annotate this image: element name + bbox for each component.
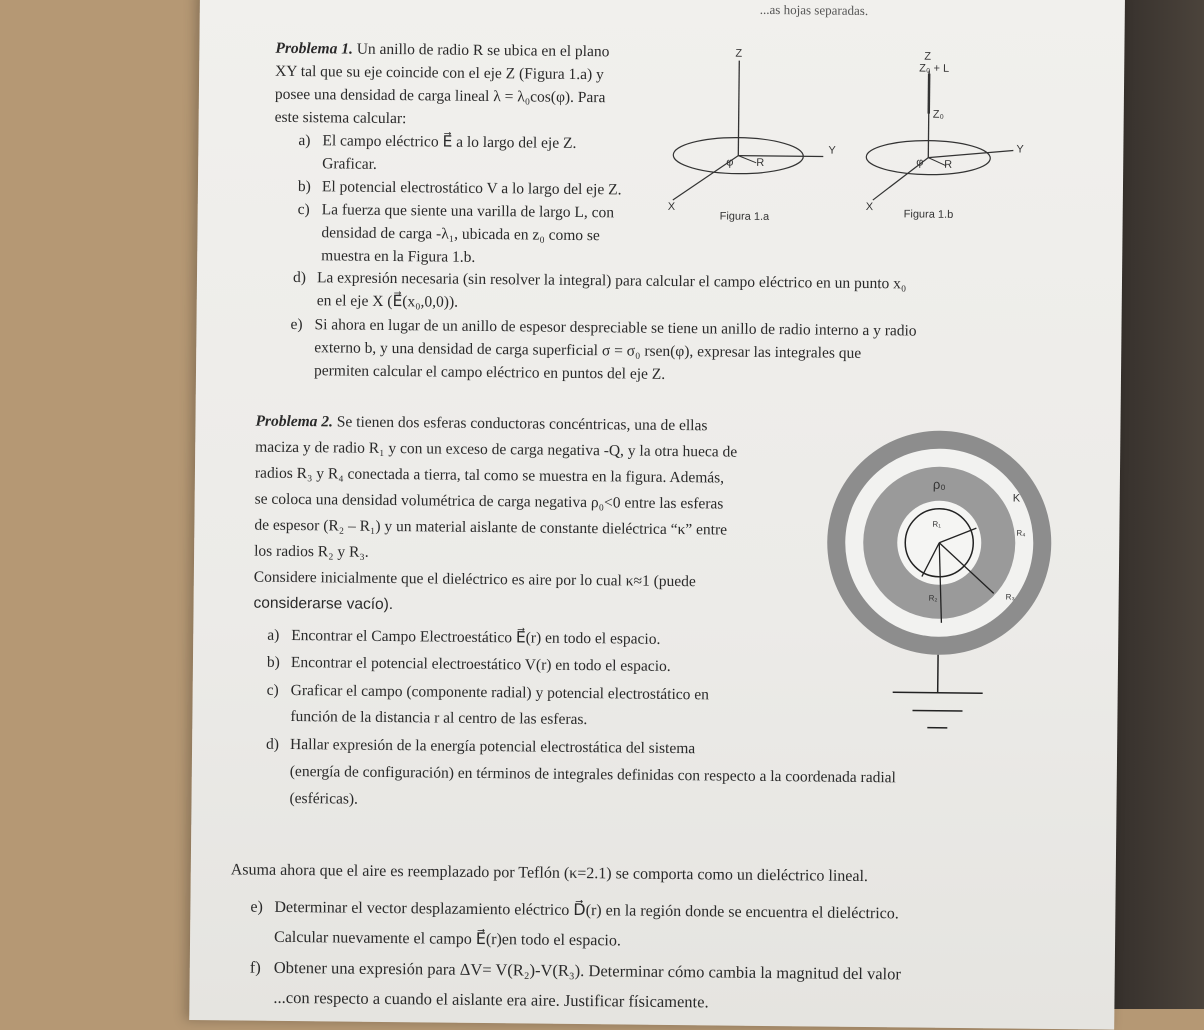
p1-intro-line-1: XY tal que su eje coincide con el eje Z (Figura 1.a) y — [275, 60, 650, 87]
paper-sheet — [189, 0, 1125, 1030]
p1-intro-line-0: Un anillo de radio R se ubica en el plano — [357, 41, 610, 61]
svg-text:X: X — [866, 201, 874, 213]
svg-text:φ: φ — [916, 157, 923, 169]
svg-text:Figura 1.a: Figura 1.a — [720, 210, 771, 223]
p1-item-c: c) La fuerza que siente una varilla de largo L, con densidad de carga -λ₁, ubicada en z₀ como se muestra en la Figura 1.b. — [298, 198, 658, 202]
svg-text:Y: Y — [1016, 144, 1024, 156]
p1-intro-line-2: posee una densidad de carga lineal λ = λ₀cos(φ). Para — [275, 83, 650, 110]
svg-text:K: K — [1013, 493, 1021, 505]
p2-item-a: a) Encontrar el Campo Electroestático E⃗(r) en todo el espacio. — [267, 624, 807, 630]
svg-text:X: X — [668, 201, 676, 213]
svg-text:φ: φ — [726, 157, 733, 169]
problem1-intro — [275, 37, 651, 133]
svg-text:R₂: R₂ — [929, 594, 938, 603]
svg-text:R₃: R₃ — [1006, 592, 1015, 601]
p2-item-f: f) Obtener una expresión para ΔV= V(R₂)-V(R₃). Determinar cómo cambia la magnitud del valor ...con respecto a cuando el aislante era aire. Justificar físicamente. — [250, 953, 1100, 962]
svg-text:R₁: R₁ — [932, 520, 941, 529]
problem1-title: Problema 1. — [275, 40, 353, 58]
svg-text:Y: Y — [828, 145, 836, 157]
figure-spheres — [822, 422, 1055, 744]
figure-1a — [667, 50, 869, 242]
p2-item-e: e) Determinar el vector desplazamiento eléctrico D⃗(r) en la región donde se encuentra el dieléctrico. Calcular nuevamente el campo E⃗(r)en todo el espacio. — [251, 893, 1081, 902]
svg-text:Figura 1.b: Figura 1.b — [904, 208, 954, 221]
svg-text:Z₀: Z₀ — [933, 109, 944, 121]
p1-intro-line-3: este sistema calcular: — [275, 106, 650, 133]
svg-text:R: R — [944, 159, 952, 171]
svg-text:Z: Z — [735, 48, 742, 60]
problem2-intro: Problema 2. Se tienen dos esferas conductoras concéntricas, una de ellas maciza y de radio R₁ y con un exceso de carga negativa -Q, y la otra hueca de radios R₃ y R₄ conectada a tierra, tal como se muestra en la figura. Además, se coloca una densidad volumétrica de carga negativa ρ₀<0 entre las esferas de espesor (R₂ – R₁) y un material aislante de constante dieléctrica “κ” entre los radios R₂ y R₃. Considere inicialmente que el dieléctrico es aire por lo cual κ≈1 (puede considerarse vacío). — [253, 409, 803, 623]
svg-text:ρ₀: ρ₀ — [933, 477, 946, 492]
problem2-title: Problema 2. — [255, 413, 333, 431]
svg-text:R: R — [756, 157, 764, 169]
svg-text:R₄: R₄ — [1016, 529, 1025, 538]
assume-text: Asuma ahora que el aire es reemplazado por Teflón (κ=2.1) se comporta como un dieléctrico lineal. — [231, 858, 1051, 890]
p2-item-d: d) Hallar expresión de la energía potencial electrostática del sistema (energía de configuración) en términos de integrales definidas con respecto a la coordenada radial (esféricas). — [266, 731, 1026, 739]
p1-item-d: d) La expresión necesaria (sin resolver la integral) para calcular el campo eléctrico en un punto x₀ en el eje X (E⃗(x₀,0,0)). — [293, 266, 993, 273]
p1-item-e: e) Si ahora en lugar de un anillo de espesor despreciable se tiene un anillo de radio interno a y radio externo b, y una densidad de carga superficial σ = σ₀ rsen(φ), expresar las integrales que permiten calcular el campo eléctrico en puntos del eje Z. — [291, 313, 991, 320]
p1-item-a: a) El campo eléctrico E⃗ a lo largo del eje Z. Graficar. — [299, 129, 659, 133]
p2-item-b: b) Encontrar el potencial electroestático V(r) en todo el espacio. — [267, 651, 807, 657]
figure-1b — [857, 55, 1059, 247]
p1-item-b: b) El potencial electrostático V a lo largo del eje Z. — [298, 175, 658, 179]
p2-item-c: c) Graficar el campo (componente radial) y potencial electrostático en función de la distancia r al centro de las esferas. — [267, 678, 807, 684]
svg-text:Z: Z — [924, 51, 931, 63]
top-cut-text: ...as hojas separadas. — [760, 2, 868, 19]
svg-text:Z₀ + L: Z₀ + L — [919, 63, 949, 75]
